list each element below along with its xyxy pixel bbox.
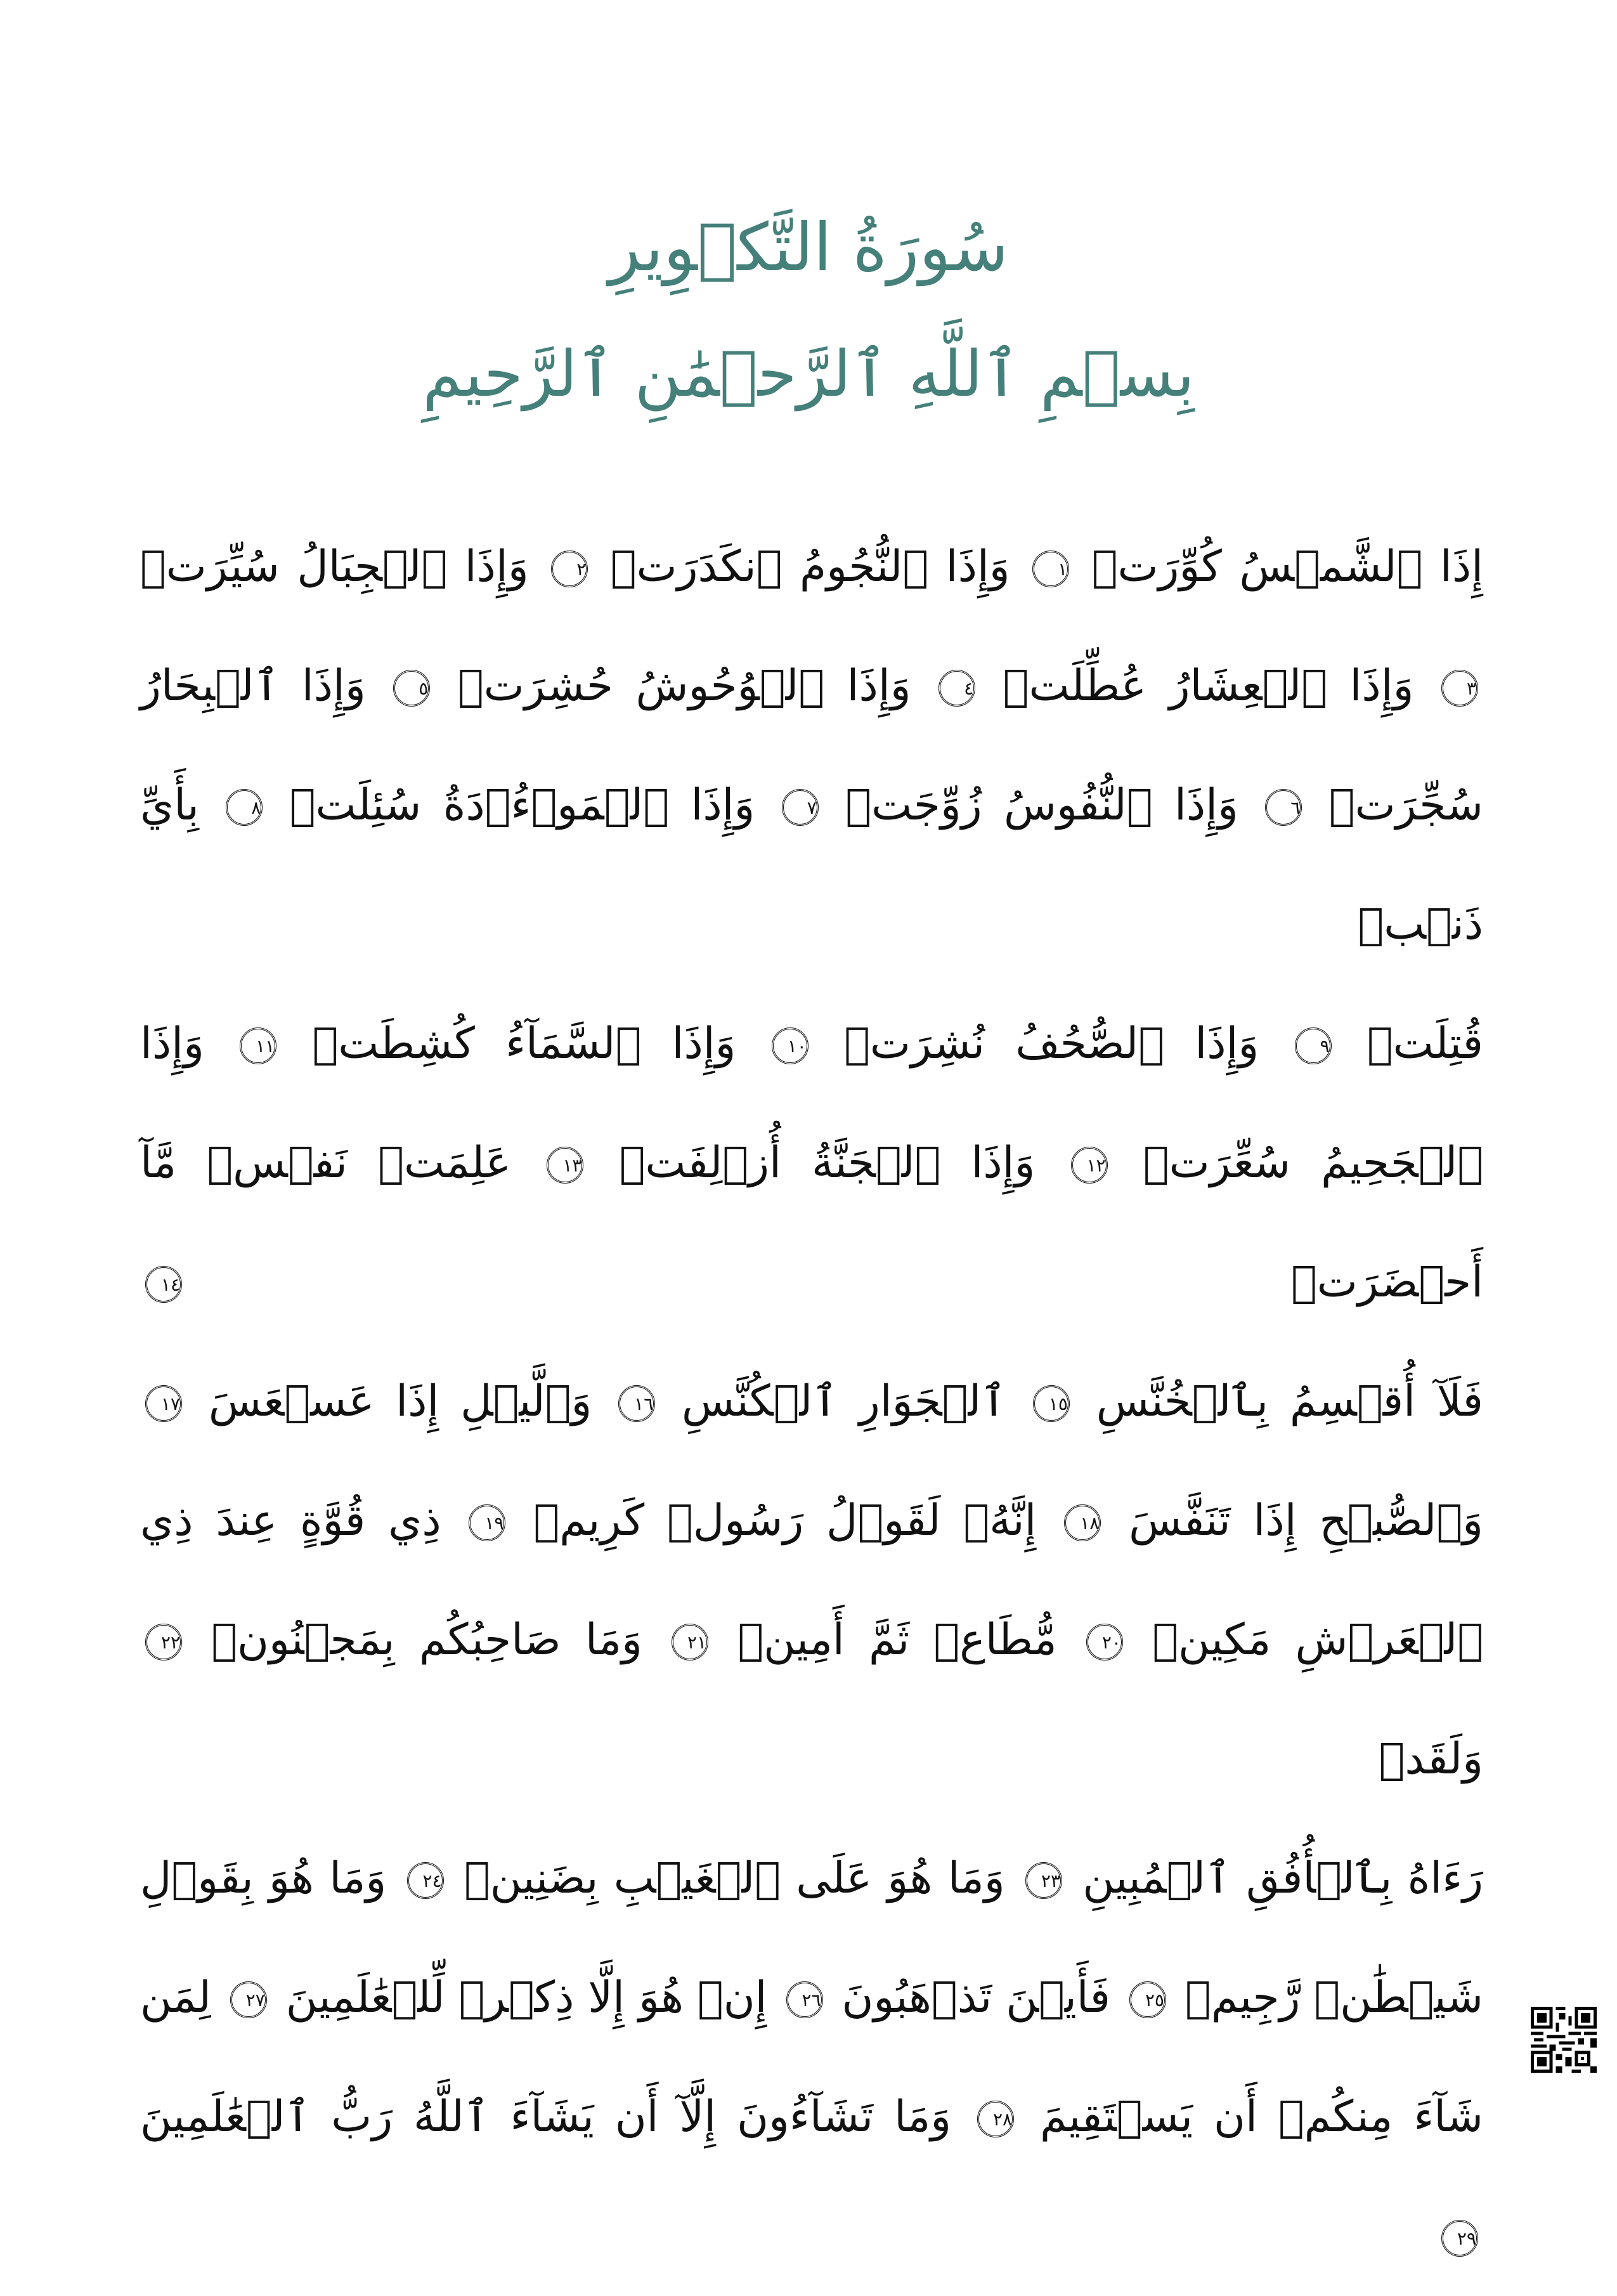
verse-text: وَإِذَا ٱلصُّحُفُ نُشِرَتۡ	[844, 1019, 1259, 1069]
verse-line	[140, 1581, 1483, 1819]
ayah-number-marker: ٢١	[672, 1624, 708, 1660]
verse-text: وَإِذَا ٱلسَّمَآءُ كُشِطَتۡ	[312, 1019, 736, 1069]
verse-text: ٱلۡجَوَارِ ٱلۡكُنَّسِ	[681, 1376, 1007, 1426]
verse-text: إِنَّهُۥ لَقَوۡلُ رَسُولٖ كَرِيمٖ	[533, 1496, 1037, 1546]
ayah-number-marker: ١٥	[1033, 1385, 1070, 1422]
verse-text: رَءَاهُ بِٱلۡأُفُقِ ٱلۡمُبِينِ	[1082, 1853, 1484, 1903]
ayah-number-marker: ٢٧	[230, 1981, 267, 2018]
verse-text: إِنۡ هُوَ إِلَّا ذِكۡرٞ لِّلۡعَٰلَمِينَ	[285, 1973, 767, 2023]
ayah-number-marker: ١	[1032, 551, 1069, 587]
verse-text: وَلَقَدۡ	[1379, 1734, 1483, 1784]
verse-text: شَآءَ مِنكُمۡ أَن يَسۡتَقِيمَ	[1040, 2092, 1483, 2142]
verse-text: وَمَا هُوَ بِقَوۡلِ	[140, 1853, 387, 1903]
verse-text: وَٱلَّيۡلِ إِذَا عَسۡعَسَ	[208, 1376, 592, 1426]
verse-text: إِذَا ٱلشَّمۡسُ كُوِّرَتۡ	[1091, 542, 1483, 592]
verse-text: وَإِذَا ٱلۡجَنَّةُ أُزۡلِفَتۡ	[619, 1138, 1036, 1188]
verse-line	[140, 1819, 1483, 1938]
ayah-number-marker: ٢٤	[407, 1862, 444, 1899]
verse-text: وَإِذَا ٱلۡبِحَارُ	[140, 661, 366, 711]
ayah-number-marker: ٢٠	[1086, 1624, 1123, 1660]
verse-text: فَأَيۡنَ تَذۡهَبُونَ	[841, 1973, 1110, 2023]
verse-text: عَلِمَتۡ نَفۡسٞ مَّآ أَحۡضَرَتۡ	[140, 1138, 1483, 1307]
ayah-number-marker: ١٨	[1064, 1504, 1101, 1541]
verses-body	[140, 507, 1483, 2296]
ayah-number-marker: ٢٢	[145, 1624, 182, 1660]
verse-text: ٱلۡجَحِيمُ سُعِّرَتۡ	[1143, 1138, 1484, 1188]
verse-line	[140, 507, 1483, 627]
verse-text: وَإِذَا ٱلۡجِبَالُ سُيِّرَتۡ	[140, 542, 529, 592]
verse-text: سُجِّرَتۡ	[1328, 780, 1483, 830]
qr-code	[1531, 2007, 1597, 2073]
ayah-number-marker: ١٠	[772, 1027, 808, 1064]
verse-line	[140, 1938, 1483, 2058]
verse-text: لِمَن	[140, 1973, 211, 2023]
verse-text: وَإِذَا ٱلنُّفُوسُ زُوِّجَتۡ	[845, 780, 1238, 830]
verse-text: فَلَآ أُقۡسِمُ بِٱلۡخُنَّسِ	[1096, 1376, 1483, 1426]
verse-text: ذِي قُوَّةٍ عِندَ ذِي	[140, 1496, 441, 1546]
ayah-number-marker: ١١	[240, 1027, 276, 1064]
verse-text: بِأَيِّ ذَنۢبٖ	[140, 780, 1483, 949]
ayah-number-marker: ٢٨	[977, 2101, 1014, 2137]
ayah-number-marker: ٨	[226, 789, 263, 826]
ayah-number-marker: ٢٥	[1129, 1981, 1166, 2018]
verse-text: مُّطَاعٖ ثَمَّ أَمِينٖ	[737, 1615, 1057, 1665]
verse-text: وَمَا صَاحِبُكُم بِمَجۡنُونٖ	[211, 1615, 642, 1665]
verse-line	[140, 2058, 1483, 2177]
verse-line	[140, 627, 1483, 746]
surah-title: سُورَةُ التَّكۡوِيرِ	[608, 209, 1009, 286]
verse-text: وَإِذَا ٱلۡمَوۡءُۥدَةُ سُئِلَتۡ	[289, 780, 755, 830]
verse-text: وَإِذَا ٱلۡعِشَارُ عُطِّلَتۡ	[1003, 661, 1414, 711]
verse-text: ٱلۡعَرۡشِ مَكِينٖ	[1152, 1615, 1484, 1665]
ayah-number-marker: ٢٣	[1025, 1862, 1062, 1899]
ayah-number-marker: ٢	[551, 551, 588, 587]
verse-line	[140, 1104, 1483, 1342]
ayah-number-marker: ١٣	[547, 1147, 583, 1184]
verse-text: وَمَا تَشَآءُونَ إِلَّآ أَن يَشَآءَ ٱللَّهُ رَبُّ ٱلۡعَٰلَمِينَ	[140, 2092, 952, 2142]
verse-text: وَٱلصُّبۡحِ إِذَا تَنَفَّسَ	[1129, 1496, 1484, 1546]
verse-line	[140, 746, 1483, 984]
verse-text: وَإِذَا ٱلنُّجُومُ ٱنكَدَرَتۡ	[610, 542, 1010, 592]
verse-text: شَيۡطَٰنٖ رَّجِيمٖ	[1185, 1973, 1483, 2023]
verse-line	[140, 2177, 1483, 2296]
ayah-number-marker: ١٩	[469, 1504, 505, 1541]
ayah-number-marker: ١٤	[145, 1266, 182, 1303]
basmala: بِسۡمِ ٱللَّهِ ٱلرَّحۡمَٰنِ ٱلرَّحِيمِ	[422, 337, 1195, 411]
ayah-number-marker: ٢٦	[786, 1981, 823, 2018]
verse-text: قُتِلَتۡ	[1367, 1019, 1483, 1069]
ayah-number-marker: ١٢	[1071, 1147, 1108, 1184]
verse-text: وَإِذَا ٱلۡوُحُوشُ حُشِرَتۡ	[457, 661, 911, 711]
ayah-number-marker: ٤	[938, 670, 975, 707]
ayah-number-marker: ٦	[1265, 789, 1302, 826]
verse-line	[140, 984, 1483, 1104]
ayah-number-marker: ٧	[782, 789, 819, 826]
verse-text: وَإِذَا	[140, 1019, 204, 1069]
verse-line	[140, 1342, 1483, 1461]
ayah-number-marker: ٢٩	[1441, 2220, 1478, 2257]
verse-line	[140, 1461, 1483, 1581]
ayah-number-marker: ١٦	[618, 1385, 655, 1422]
ayah-number-marker: ٩	[1295, 1027, 1332, 1064]
ayah-number-marker: ٣	[1441, 670, 1478, 707]
ayah-number-marker: ١٧	[145, 1385, 182, 1422]
ayah-number-marker: ٥	[393, 670, 430, 707]
verse-text: وَمَا هُوَ عَلَى ٱلۡغَيۡبِ بِضَنِينٖ	[464, 1853, 1005, 1903]
